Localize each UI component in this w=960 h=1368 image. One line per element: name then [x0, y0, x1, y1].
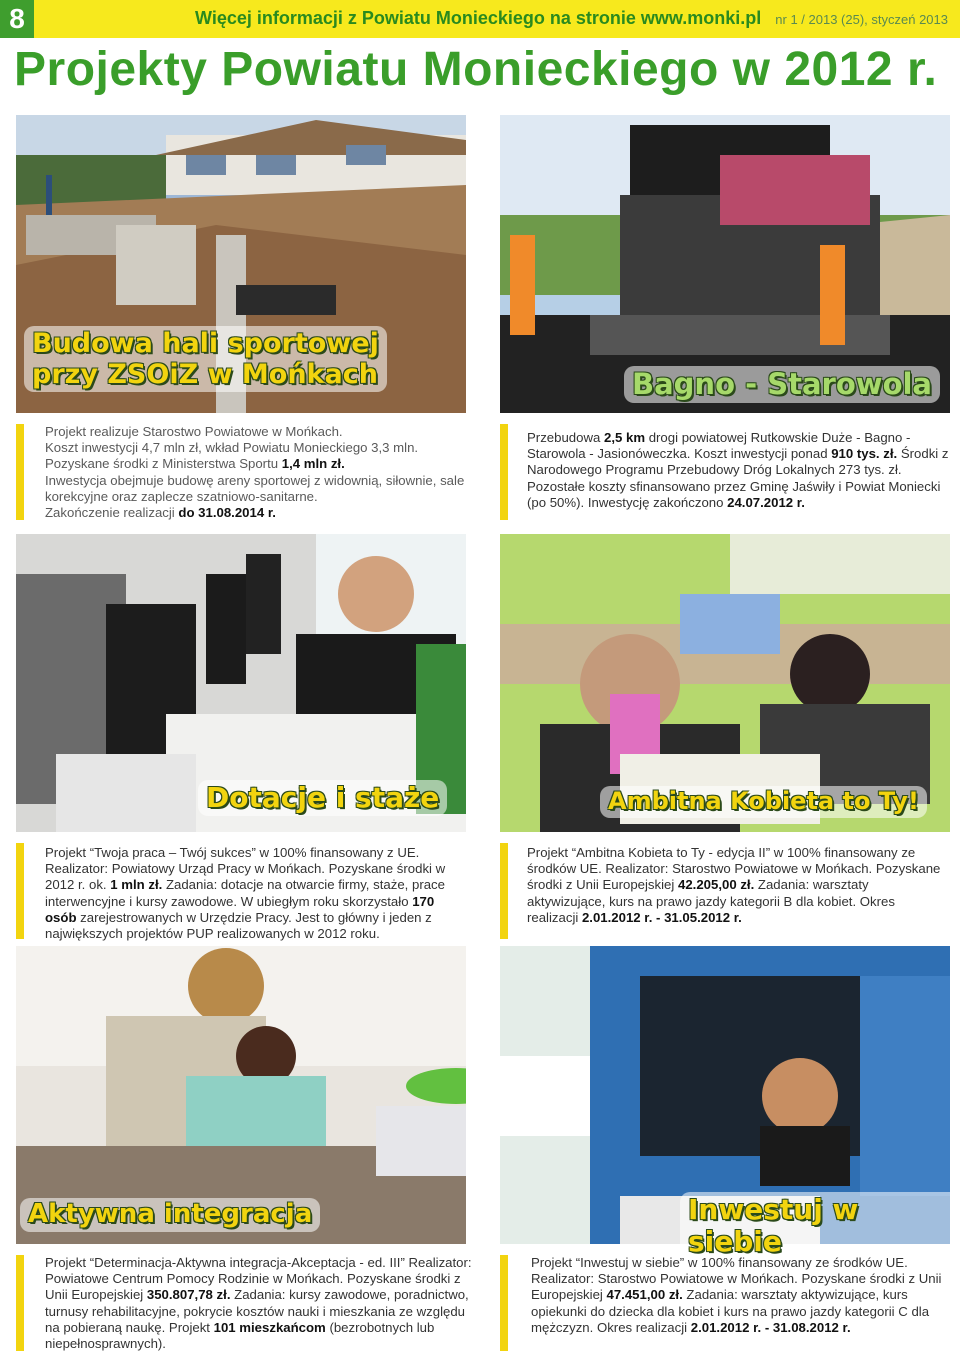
hala-p3: Pozyskane środki z Ministerstwa Sportu 1,4 mln zł. — [45, 456, 345, 472]
label-dotacje: Dotacje i staże — [198, 780, 447, 816]
hala-p1: Projekt realizuje Starostwo Powiatowe w Mońkach. — [45, 424, 343, 439]
text-bagno: Przebudowa 2,5 km drogi powiatowej Rutkowskie Duże - Bagno - Starowola - Jasionóweczka. Koszt inwestycji ponad 910 tys. zł. Środki z Narodowego Programu Przebudowy Dróg Lokalnych 273 tys. zł. Pozostałe koszty sfinansowano przez Gminę Jaświły i Powiat Moniecki (po 50%). Inwestycję zakończono 24.07.2012 r. — [527, 430, 949, 510]
accent-bar — [16, 424, 24, 520]
label-kobieta: Ambitna Kobieta to Ty! — [600, 786, 927, 818]
text-hala — [45, 424, 465, 521]
text-kobieta: Projekt “Ambitna Kobieta to Ty - edycja II” w 100% finansowany ze środków UE. Realizator: Starostwo Powiatowe w Mońkach. Pozyskane środki z Unii Europejskiej 42.205,00 zł. Zadania: warsztaty aktywizujące, kurs na prawo jazdy kategorii B dla kobiet. Okres realizacji 2.01.2012 r. - 31.05.2012 r. — [527, 845, 941, 925]
text-integracja: Projekt “Determinacja-Aktywna integracja-Akceptacja - ed. III” Realizator: Powiatowe Centrum Pomocy Rodzinie w Mońkach. Pozyskane środki z Unii Europejskiej 350.807,78 zł. Zadania: kursy zawodowe, poradnictwo, turnusy rehabilitacyjne, pokrycie kosztów nauki i mieszkania ze względu na pobieraną naukę. Projekt 101 mieszkańcom (bezrobotnych lub niepełnosprawnych). — [45, 1255, 472, 1352]
page-title: Projekty Powiatu Monieckiego w 2012 r. — [14, 43, 938, 96]
hala-p4: Inwestycja obejmuje budowę areny sportowej z widownią, siłownie, sale korekcyjne oraz zaplecze szatniowo-sanitarne. — [45, 472, 465, 504]
page-number: 8 — [0, 0, 34, 38]
hala-p5: Zakończenie realizacji do 31.08.2014 r. — [45, 505, 276, 521]
label-hala — [24, 326, 387, 392]
label-siebie: Inwestuj w siebie — [680, 1192, 960, 1260]
label-hala-line1: Budowa hali sportowej — [32, 328, 379, 359]
text-dotacje: Projekt “Twoja praca – Twój sukces” w 100% finansowany z UE. Realizator: Powiatowy Urząd Pracy w Mońkach. Pozyskane środki w 2012 r. ok. 1 mln zł. Zadania: dotacje na otwarcie firmy, staże, prace interwencyjne i kursy zawodowe. W ubiegłym roku skorzystało 170 osób zarejestrowanych w Urzędzie Pracy. Jest to główny i jeden z największych projektów PUP realizowanych w 2012 roku. — [45, 845, 446, 942]
label-hala-line2: przy ZSOiZ w Mońkach — [32, 359, 378, 391]
accent-bar — [16, 843, 24, 939]
accent-bar — [500, 843, 508, 939]
accent-bar — [500, 1255, 508, 1351]
accent-bar — [16, 1255, 24, 1351]
accent-bar — [500, 424, 508, 520]
text-siebie: Projekt “Inwestuj w siebie” w 100% finansowany ze środków UE. Realizator: Starostwo Powiatowe w Mońkach. Pozyskane środki z Unii Europejskiej 47.451,00 zł. Zadania: warsztaty aktywizujące, kurs opiekunki do dziecka dla kobiet i kurs na prawo jazdy kategorii C dla mężczyzn. Okres realizacji 2.01.2012 r. - 31.08.2012 r. — [531, 1255, 942, 1335]
hala-p2: Koszt inwestycji 4,7 mln zł, wkład Powiatu Monieckiego 3,3 mln. — [45, 440, 419, 456]
label-integracja: Aktywna integracja — [20, 1198, 320, 1232]
header-info: Więcej informacji z Powiatu Monieckiego na stronie www.monki.pl — [195, 8, 762, 28]
label-bagno: Bagno - Starowola — [624, 366, 940, 403]
issue-info: nr 1 / 2013 (25), styczeń 2013 — [775, 12, 948, 27]
